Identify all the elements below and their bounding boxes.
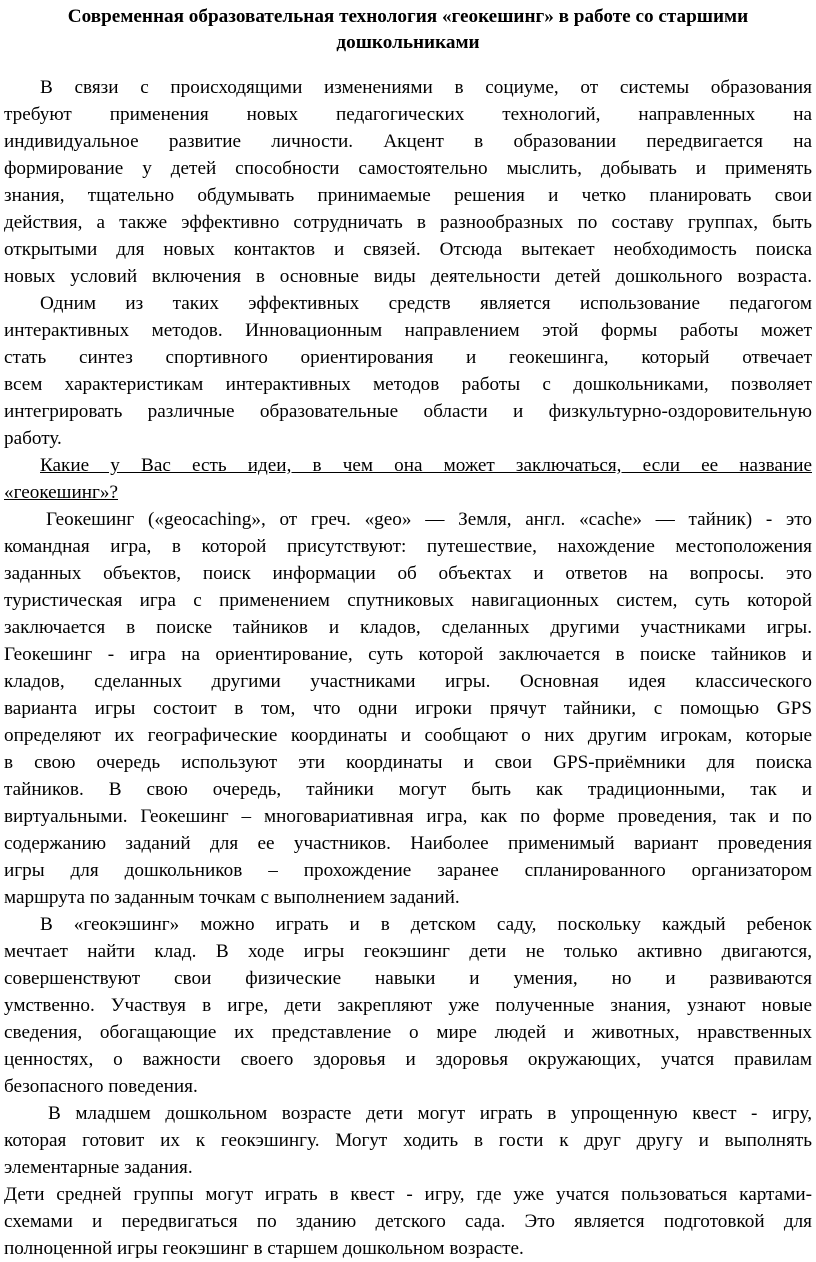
body-line: В младшем дошкольном возрасте дети могут играть в упрощенную квест - игру,	[48, 1103, 812, 1124]
question-line: «геокешинг»?	[4, 482, 118, 503]
body-line: тайников. В свою очередь, тайники могут быть как традиционными, так и	[4, 779, 812, 800]
body-line: Геокешинг - игра на ориентирование, суть которой заключается в поиске тайников и	[4, 644, 812, 665]
body-line: умственно. Участвуя в игре, дети закрепляют уже полученные знания, узнают новые	[4, 995, 812, 1016]
body-line: схемами и передвигаться по зданию детского сада. Это является подготовкой для	[4, 1211, 812, 1232]
title-line-1: Современная образовательная технология «геокешинг» в работе со старшими	[67, 6, 749, 27]
body-line: туристическая игра с применением спутниковых навигационных систем, суть которой	[4, 590, 812, 611]
body-line: виртуальными. Геокешинг – многовариативная игра, как по форме проведения, так и по	[4, 806, 812, 827]
body-line: новых условий включения в основные виды деятельности детей дошкольного возраста.	[4, 266, 812, 287]
body-line: стать синтез спортивного ориентирования и геокешинга, который отвечает	[4, 347, 812, 368]
body-line: В «геокэшинг» можно играть и в детском саду, поскольку каждый ребенок	[40, 914, 812, 935]
body-line: Одним из таких эффективных средств является использование педагогом	[40, 293, 812, 314]
body-line: Геокешинг («geocaching», от греч. «geo» — Земля, англ. «cache» — тайник) - это	[46, 509, 812, 530]
body-line: определяют их географические координаты и сообщают о них другим игрокам, которые	[4, 725, 812, 746]
body-line: знания, тщательно обдумывать принимаемые решения и четко планировать свои	[4, 185, 812, 206]
body-line: всем характеристикам интерактивных методов работы с дошкольниками, позволяет	[4, 374, 812, 395]
body-line: мечтает найти клад. В ходе игры геокэшинг дети не только активно двигаются,	[4, 941, 812, 962]
body-line: содержанию заданий для ее участников. Наиболее применимый вариант проведения	[4, 833, 812, 854]
body-line: кладов, сделанных другими участниками игры. Основная идея классического	[4, 671, 812, 692]
body-line: безопасного поведения.	[4, 1076, 198, 1097]
body-line: маршрута по заданным точкам с выполнением заданий.	[4, 887, 460, 908]
body-line: индивидуальное развитие личности. Акцент в образовании передвигается на	[4, 131, 812, 152]
body-line: полноценной игры геокэшинг в старшем дошкольном возрасте.	[4, 1238, 524, 1259]
body-line: игры для дошкольников – прохождение заранее спланированного организатором	[4, 860, 812, 881]
document-body	[0, 74, 816, 1262]
title-line-2: дошкольниками	[336, 32, 480, 53]
body-line: которая готовит их к геокэшингу. Могут ходить в гости к друг другу и выполнять	[4, 1130, 812, 1151]
body-line: формирование у детей способности самостоятельно мыслить, добывать и применять	[4, 158, 812, 179]
body-line: открытыми для новых контактов и связей. Отсюда вытекает необходимость поиска	[4, 239, 812, 260]
body-line: требуют применения новых педагогических технологий, направленных на	[4, 104, 812, 125]
body-line: заключается в поиске тайников и кладов, сделанных другими участниками игры.	[4, 617, 812, 638]
body-line: в свою очередь используют эти координаты и свои GPS-приёмники для поиска	[4, 752, 812, 773]
body-line: командная игра, в которой присутствуют: путешествие, нахождение местоположения	[4, 536, 812, 557]
body-line: сведения, обогащающие их представление о мире людей и животных, нравственных	[4, 1022, 812, 1043]
body-line: элементарные задания.	[4, 1157, 193, 1178]
body-line: Дети средней группы могут играть в квест - игру, где уже учатся пользоваться картами-	[4, 1184, 812, 1205]
body-line: интерактивных методов. Инновационным направлением этой формы работы может	[4, 320, 812, 341]
body-line: работу.	[4, 428, 62, 449]
body-line: ценностях, о важности своего здоровья и здоровья окружающих, учатся правилам	[4, 1049, 812, 1070]
body-line: В связи с происходящими изменениями в социуме, от системы образования	[40, 77, 812, 98]
body-line: интегрировать различные образовательные области и физкультурно-оздоровительную	[4, 401, 812, 422]
body-line: действия, а также эффективно сотрудничать в разнообразных по составу группах, быть	[4, 212, 812, 233]
body-line: заданных объектов, поиск информации об объектах и ответов на вопросы. это	[4, 563, 812, 584]
body-line: совершенствуют свои физические навыки и умения, но и развиваются	[4, 968, 812, 989]
question-line: Какие у Вас есть идеи, в чем она может заключаться, если ее название	[40, 455, 812, 476]
document-title	[36, 4, 780, 56]
body-line: варианта игры состоит в том, что одни игроки прячут тайники, с помощью GPS	[4, 698, 812, 719]
